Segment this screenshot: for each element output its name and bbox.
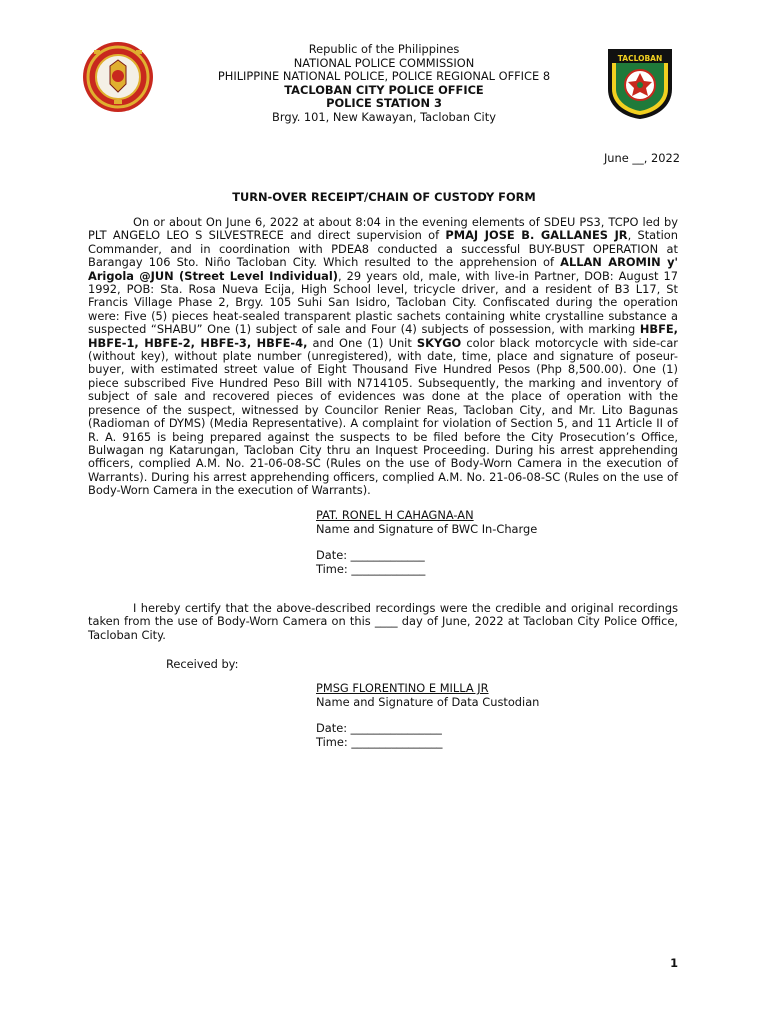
page-number: 1 — [670, 956, 678, 970]
letterhead — [150, 43, 618, 125]
bwc-signature-block — [316, 509, 537, 576]
evidence-markings: HBFE, HBFE-1, HBFE-2, HBFE-3, HBFE-4, — [88, 322, 678, 350]
certification-text: I hereby certify that the above-described recordings were the credible and original recordings taken from the use of Body-Worn Camera on this ____ day of June, 2022 at Tacloban City Police Office, Tacloban City. — [88, 601, 678, 642]
body-text-5: color black motorcycle with side-car (without key), without plate number (unregistered), with date, time, place and signature of poseur-buyer, with estimated street value of Eight Thousand Five Hundred Pesos (Php 8,500.00). One (1) piece subscribed Five Hundred Peso Bill with N714105. Subsequently, the marking and inventory of subject of sale and recovered pieces of evidences was done at the place of operation with the presence of the suspect, witnessed by Councilor Renier Reas, Tacloban City, and Mr. Lito Bagunas (Radioman of DYMS) (Media Representative). A complaint for violation of Section 5, and 11 Article II of R. A. 9165 is being prepared against the suspects to be filed before the City Prosecution’s Office, Bulwagan ng Katarungan, Tacloban City thru an Inquest Proceeding. During his arrest apprehending officers, complied A.M. No. 21-06-08-SC (Rules on the use of Body-Worn Camera in the execution of Warrants). During his arrest apprehending officers, complied A.M. No. 21-06-08-SC (Rules on the use of Body-Worn Camera in the execution of Warrants). — [88, 335, 678, 498]
certification-paragraph — [88, 602, 678, 642]
suspect-name: ALLAN AROMIN y' Arigola @JUN (Street Level Individual) — [88, 255, 678, 283]
received-by-label: Received by: — [166, 657, 239, 671]
document-title: TURN-OVER RECEIPT/CHAIN OF CUSTODY FORM — [232, 190, 536, 204]
header-pnp-region: PHILIPPINE NATIONAL POLICE, POLICE REGIONAL OFFICE 8 — [217, 69, 551, 84]
header-station: POLICE STATION 3 — [326, 96, 442, 111]
pnp-seal-icon — [80, 40, 156, 114]
custodian-date-field: Date: ________________ — [316, 721, 442, 736]
body-text-1: On or about On June 6, 2022 at about 8:04 in the evening elements of SDEU PS3, TCPO led by PLT ANGELO LEO S SILVESTRECE and direct supervision of — [88, 215, 678, 243]
badge-banner-text: TACLOBAN — [617, 54, 663, 63]
custodian-name: PMSG FLORENTINO E MILLA JR — [316, 681, 489, 695]
bwc-time-field: Time: _____________ — [316, 561, 426, 576]
header-republic: Republic of the Philippines — [308, 42, 460, 56]
narrative-paragraph — [88, 216, 678, 498]
body-text-2: , Station Commander, and in coordination with PDEA8 conducted a successful BUY-BUST OPERATION at Barangay 106 Sto. Niño Tacloban City. Which resulted to the apprehension of — [88, 228, 678, 270]
commander-name: PMAJ JOSE B. GALLANES JR — [445, 228, 628, 243]
header-city-office: TACLOBAN CITY POLICE OFFICE — [284, 82, 484, 97]
body-text-4: and One (1) Unit — [307, 335, 417, 350]
custodian-signature-block — [316, 682, 539, 749]
custodian-time-field: Time: ________________ — [316, 734, 443, 749]
header-napolcom: NATIONAL POLICE COMMISSION — [293, 55, 475, 70]
bwc-officer-name: PAT. RONEL H CAHAGNA-AN — [316, 508, 474, 522]
header-address: Brgy. 101, New Kawayan, Tacloban City — [272, 109, 496, 124]
body-text-3: , 29 years old, male, with live-in Partner, DOB: August 17 1992, POB: Sta. Rosa Nueva Ecija, High School level, tricycle driver, and a resident of B3 L17, St Francis Village Phase 2, Brgy. 105 Suhi San Isidro, Tacloban City. Confiscated during the operation were: Five (5) pieces heat-sealed transparent plastic sachets containing white crystalline substance a suspected “SHABU” One (1) subject of sale and Four (4) subjects of possession, with marking — [88, 268, 678, 337]
document-date: June __, 2022 — [603, 151, 680, 165]
bwc-officer-role: Name and Signature of BWC In-Charge — [316, 521, 538, 536]
motorcycle-brand: SKYGO — [416, 335, 462, 350]
bwc-date-field: Date: _____________ — [316, 548, 425, 563]
custodian-role: Name and Signature of Data Custodian — [316, 694, 540, 709]
